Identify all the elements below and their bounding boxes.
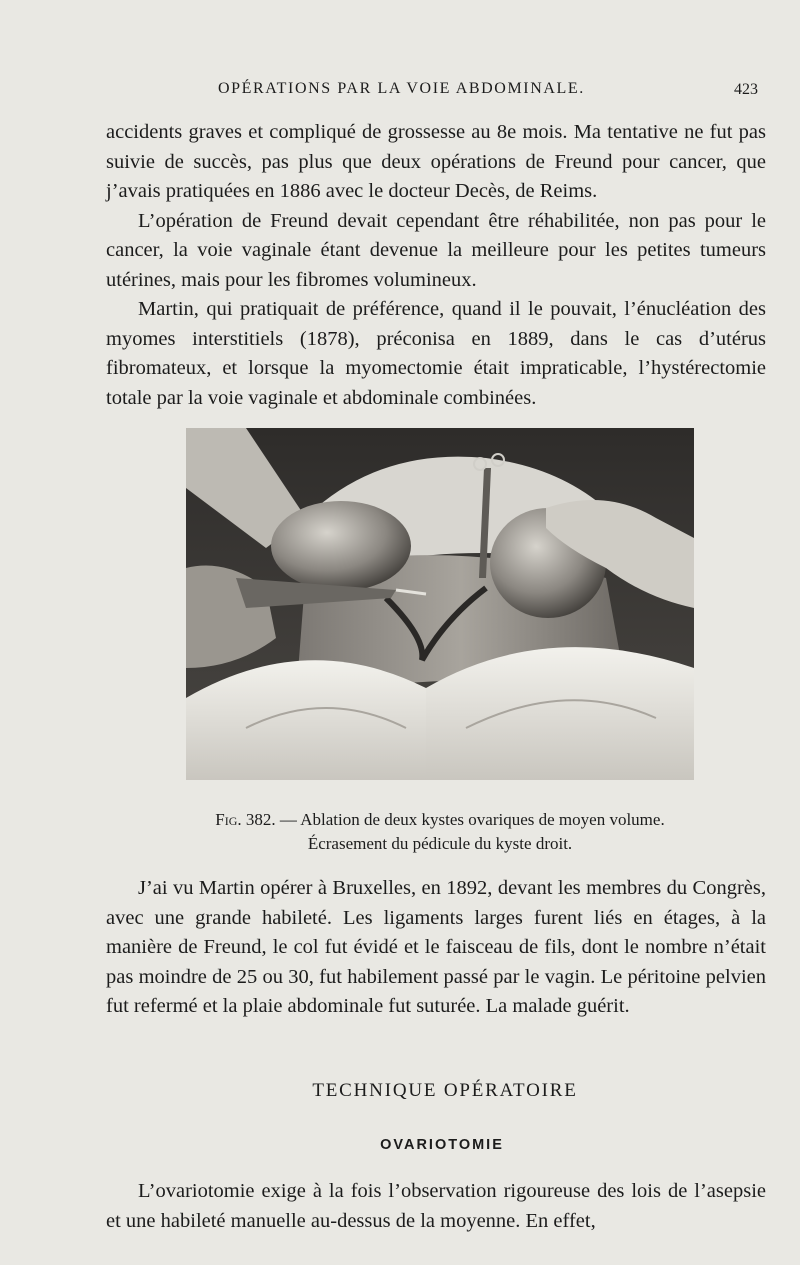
figure-label: Fig. 382.	[215, 810, 276, 829]
running-header	[0, 80, 800, 104]
paragraph: accidents graves et compliqué de grossesse au 8e mois. Ma tentative ne fut pas suivie de succès, pas plus que deux opérations de Freund pour cancer, que j’avais pratiquées en 1886 avec le docteur Decès, de Reims.	[106, 121, 766, 202]
page-number: 423	[734, 81, 758, 98]
paragraph: L’opération de Freund devait cependant être réhabilitée, non pas pour le cancer, la voie vaginale étant devenue la meilleure pour les petites tumeurs utérines, mais pour les fibromes volumineux.	[106, 209, 766, 291]
photograph-illustration	[186, 428, 694, 780]
running-title: OPÉRATIONS PAR LA VOIE ABDOMINALE.	[218, 80, 585, 97]
caption-text-1: — Ablation de deux kystes ovariques de moyen volume.	[279, 810, 665, 829]
paragraph: Martin, qui pratiquait de préférence, quand il le pouvait, l’énucléation des myomes interstitiels (1878), préconisa en 1889, dans le cas d’utérus fibromateux, et lorsque la myomectomie était impraticable, l’hystérectomie totale par la voie vaginale et abdominale combinées.	[106, 298, 766, 409]
text-block-middle	[106, 874, 766, 1022]
text-block-top	[106, 118, 766, 413]
text-block-bottom	[106, 1177, 766, 1236]
section-title: TECHNIQUE OPÉRATOIRE	[312, 1080, 578, 1101]
paragraph: L’ovariotomie exige à la fois l’observation rigoureuse des lois de l’asepsie et une habileté manuelle au-dessus de la moyenne. En effet,	[106, 1180, 766, 1232]
caption-line-2: Écrasement du pédicule du kyste droit.	[307, 834, 573, 853]
subsection-title: OVARIOTOMIE	[380, 1137, 504, 1153]
surgical-photograph	[186, 428, 694, 780]
caption-line-1	[120, 808, 760, 832]
figure-caption	[120, 808, 760, 856]
paragraph: J’ai vu Martin opérer à Bruxelles, en 1892, devant les membres du Congrès, avec une grande habileté. Les ligaments larges furent liés en étages, à la manière de Freund, le col fut évidé et le faisceau de fils, dont le nombre n’était pas moindre de 25 ou 30, fut habilement passé par le vagin. Le péritoine pelvien fut refermé et la plaie abdominale fut suturée. La malade guérit.	[106, 877, 766, 1017]
